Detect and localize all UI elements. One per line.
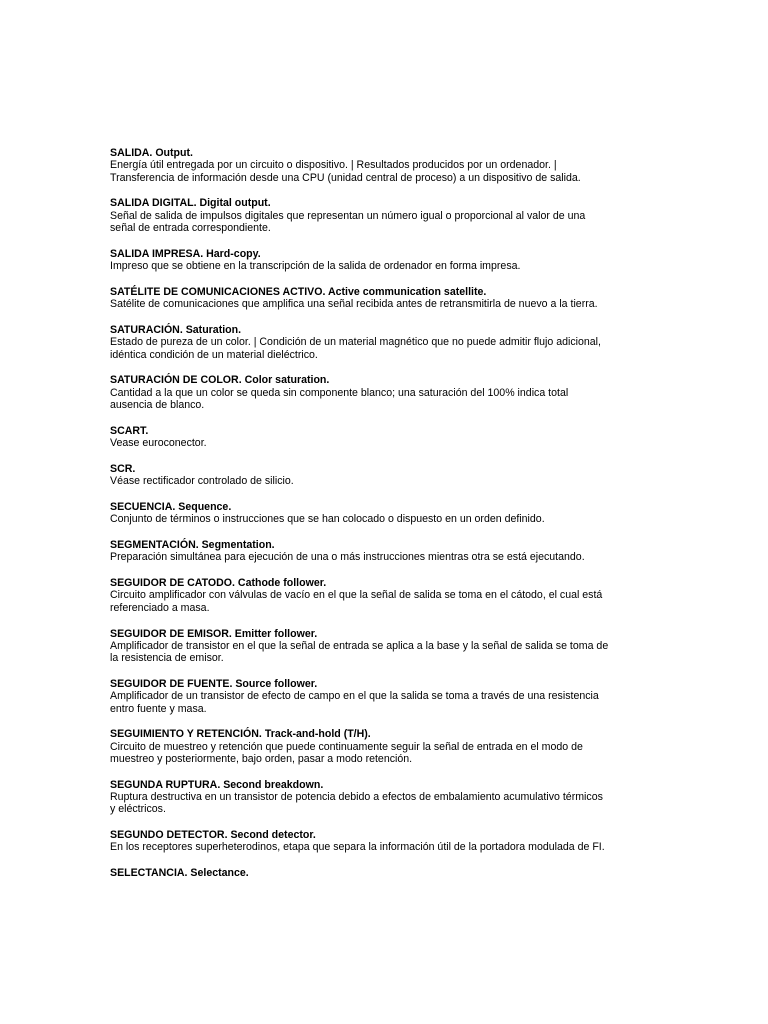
entry-term: SEGUIMIENTO Y RETENCIÓN. Track-and-hold (T/H). <box>110 728 371 741</box>
entry-definition-line: señal de entrada correspondiente. <box>110 221 271 234</box>
glossary-entry <box>110 324 640 361</box>
entry-definition-line: ausencia de blanco. <box>110 398 205 411</box>
glossary-entry <box>110 286 640 311</box>
glossary-page <box>110 147 640 893</box>
entry-definition-line: Vease euroconector. <box>110 437 207 450</box>
entry-definition-line: idéntica condición de un material dieléctrico. <box>110 348 318 361</box>
entry-term: SALIDA IMPRESA. Hard-copy. <box>110 247 261 260</box>
entry-term: SATURACIÓN DE COLOR. Color saturation. <box>110 374 330 387</box>
entry-definition-line: Satélite de comunicaciones que amplifica una señal recibida antes de retransmitirla de nuevo a la tierra. <box>110 298 598 311</box>
glossary-entry <box>110 577 640 614</box>
entry-definition-line: Impreso que se obtiene en la transcripción de la salida de ordenador en forma impresa. <box>110 260 521 273</box>
entry-definition-line: Amplificador de transistor en el que la señal de entrada se aplica a la base y la señal de salida se toma de <box>110 639 609 652</box>
entry-term: SATURACIÓN. Saturation. <box>110 323 242 336</box>
entry-term: SECUENCIA. Sequence. <box>110 500 232 513</box>
entry-term: SEGMENTACIÓN. Segmentation. <box>110 539 275 552</box>
entry-term: SALIDA DIGITAL. Digital output. <box>110 197 271 210</box>
entry-term: SALIDA. Output. <box>110 147 193 159</box>
entry-term: SCR. <box>110 462 136 475</box>
entry-definition-line: Véase rectificador controlado de silicio. <box>110 475 294 488</box>
glossary-entry <box>110 867 640 879</box>
glossary-entry <box>110 425 640 450</box>
entry-definition-line: entro fuente y masa. <box>110 702 207 715</box>
entry-definition-line: Transferencia de información desde una CPU (unidad central de proceso) a un dispositivo de salida. <box>110 171 581 184</box>
entry-definition-line: Amplificador de un transistor de efecto de campo en el que la salida se toma a través de una resistencia <box>110 690 599 703</box>
entry-term: SEGUIDOR DE EMISOR. Emitter follower. <box>110 627 318 640</box>
entry-term: SEGUIDOR DE FUENTE. Source follower. <box>110 677 318 690</box>
entry-definition-line: referenciado a masa. <box>110 601 210 614</box>
entry-definition-line: En los receptores superheterodinos, etapa que separa la información útil de la portadora modulada de FI. <box>110 841 605 854</box>
entry-term: SEGUNDO DETECTOR. Second detector. <box>110 829 316 842</box>
glossary-entry <box>110 501 640 526</box>
entry-term: SATÉLITE DE COMUNICACIONES ACTIVO. Active communication satellite. <box>110 285 487 298</box>
glossary-entry <box>110 374 640 411</box>
entry-definition-line: Circuito de muestreo y retención que puede continuamente seguir la señal de entrada en el modo de <box>110 740 583 753</box>
glossary-entry <box>110 197 640 234</box>
glossary-entry <box>110 779 640 816</box>
entry-definition-line: la resistencia de emisor. <box>110 652 224 665</box>
glossary-entry <box>110 248 640 273</box>
glossary-entry <box>110 678 640 715</box>
entry-definition-line: Ruptura destructiva en un transistor de potencia debido a efectos de embalamiento acumulativo térmicos <box>110 790 603 803</box>
entry-definition-line: Cantidad a la que un color se queda sin componente blanco; una saturación del 100% indica total <box>110 386 569 399</box>
entry-definition-line: y eléctricos. <box>110 803 166 816</box>
entry-term: SCART. <box>110 424 149 437</box>
entry-definition-line: Señal de salida de impulsos digitales que representan un número igual o proporcional al valor de una <box>110 209 586 222</box>
entry-term: SEGUIDOR DE CATODO. Cathode follower. <box>110 577 327 590</box>
entry-definition-line: Circuito amplificador con válvulas de vacío en el que la señal de salida se toma en el cátodo, el cual está <box>110 589 603 602</box>
glossary-entry <box>110 539 640 564</box>
entry-definition-line: Conjunto de términos o instrucciones que se han colocado o dispuesto en un orden definido. <box>110 513 545 526</box>
entry-definition-line: muestreo y posteriormente, bajo orden, pasar a modo retención. <box>110 752 413 765</box>
entry-term: SELECTANCIA. Selectance. <box>110 867 249 880</box>
entry-term: SEGUNDA RUPTURA. Second breakdown. <box>110 778 324 791</box>
glossary-entry <box>110 829 640 854</box>
glossary-entry <box>110 463 640 488</box>
entry-definition-line: Estado de pureza de un color. | Condición de un material magnético que no puede admitir flujo adicional, <box>110 336 601 349</box>
glossary-entry <box>110 147 640 184</box>
entry-definition-line: Preparación simultánea para ejecución de una o más instrucciones mientras otra se está ejecutando. <box>110 551 585 564</box>
glossary-entry <box>110 628 640 665</box>
entry-definition-line: Energía útil entregada por un circuito o dispositivo. | Resultados producidos por un ordenador. | <box>110 159 557 172</box>
glossary-entry <box>110 728 640 765</box>
